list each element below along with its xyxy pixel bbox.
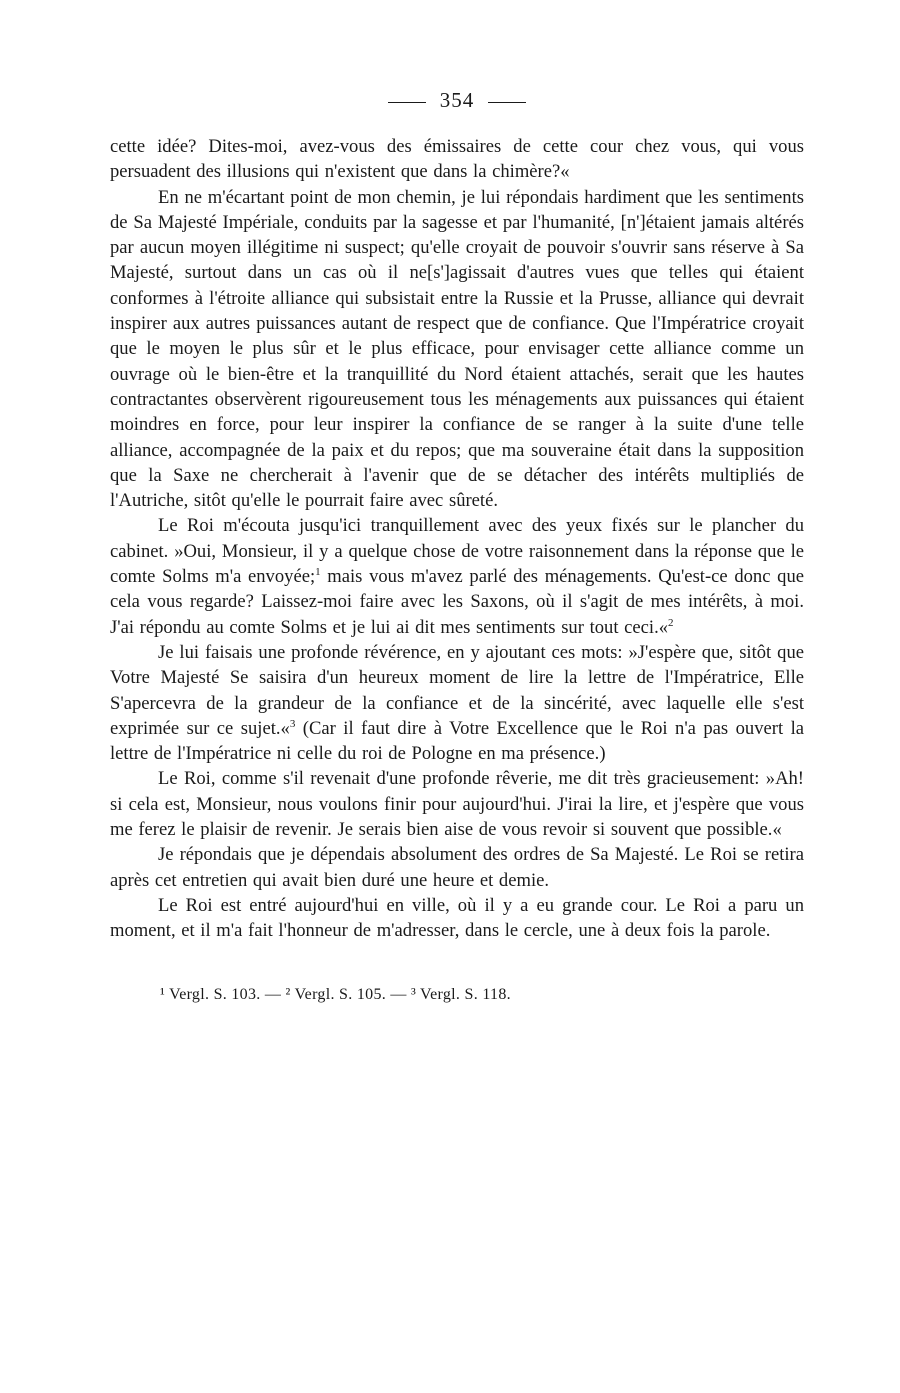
- header-dash-left: [388, 102, 426, 103]
- paragraph-7: Le Roi est entré aujourd'hui en ville, où il y a eu grande cour. Le Roi a paru un moment, et il m'a fait l'honneur de m'adresser, dans le cercle, une à deux fois la parole.: [110, 894, 804, 942]
- header-dash-right: [488, 102, 526, 103]
- body-text: [110, 134, 804, 944]
- paragraph-4: [110, 640, 804, 766]
- paragraph-3-text-b: mais vous m'avez parlé des ménagements. Qu'est-ce donc que cela vous regarde? Laissez-moi faire avec les Saxons, où il s'agit de mes intérêts, à moi. J'ai répondu au comte Solms et je lui ai dit mes sentiments sur tout ceci.«: [110, 566, 804, 638]
- book-page: [110, 82, 804, 1004]
- footnote-ref-1: 1: [315, 565, 321, 578]
- page-number: 354: [439, 88, 475, 112]
- page-header: [110, 82, 804, 134]
- paragraph-3: [110, 513, 804, 639]
- paragraph-2: En ne m'écartant point de mon chemin, je lui répondais hardiment que les sentiments de Sa Majesté Impériale, conduits par la sagesse et par l'humanité, [n']étaient jamais altérés par aucun moyen illégitime ni suspect; qu'elle croyait de pouvoir s'ouvrir sans réserve à Sa Majesté, surtout dans un cas où il ne[s']agissait d'autres vues que telles qui étaient conformes à l'étroite alliance qui subsistait entre la Russie et la Prusse, alliance qui devrait inspirer aux autres puissances autant de respect que de confiance. Que l'Impératrice croyait que le moyen le plus sûr et le plus efficace, pour envisager cette alliance comme un ouvrage où le bien-être et la tranquillité du Nord étaient attachés, serait que les hautes contractantes observèrent rigoureusement tous les ménagements aux puissances qui étaient moindres en force, pour leur inspirer la confiance de se ranger à la suite d'une telle alliance, accompagnée de la paix et du repos; que ma souveraine était dans la supposition que la Saxe ne chercherait à l'avenir que de se détacher des intérêts multipliés de l'Autriche, sitôt qu'elle le pourrait faire avec sûreté.: [110, 186, 804, 512]
- paragraph-3-text-a: Le Roi m'écouta jusqu'ici tranquillement avec des yeux fixés sur le plancher du cabinet. »Oui, Monsieur, il y a quelque chose de votre raisonnement dans la réponse que le comte Solms m'a envoyée;: [110, 515, 804, 588]
- footnote-ref-2: 2: [668, 616, 674, 629]
- paragraph-4-text-a: Je lui faisais une profonde révérence, en y ajoutant ces mots: »J'espère que, sitôt que Votre Majesté Se saisira d'un heureux moment de lire la lettre de l'Impératrice, Elle S'apercevra de la grandeur de la confiance et de la sincérité, avec laquelle elle s'est exprimée sur ce sujet.«: [110, 641, 804, 739]
- paragraph-6: Je répondais que je dépendais absolument des ordres de Sa Majesté. Le Roi se retira après cet entretien qui avait bien duré une heure et demie.: [110, 844, 804, 891]
- paragraph-1: cette idée? Dites-moi, avez-vous des émissaires de cette cour chez vous, qui vous persuadent des illusions qui n'existent que dans la chimère?«: [110, 136, 804, 183]
- footnote-ref-3: 3: [289, 717, 296, 730]
- paragraph-5: Le Roi, comme s'il revenait d'une profonde rêverie, me dit très gracieusement: »Ah! si cela est, Monsieur, nous voulons finir pour aujourd'hui. J'irai la lire, et j'espère que vous me ferez le plaisir de revenir. Je serais bien aise de vous revoir si souvent que possible.«: [110, 768, 804, 841]
- footnotes: ¹ Vergl. S. 103. — ² Vergl. S. 105. — ³ Vergl. S. 118.: [160, 985, 511, 1003]
- paragraph-4-text-b: (Car il faut dire à Votre Excellence que le Roi n'a pas ouvert la lettre de l'Impératrice ni celle du roi de Pologne en ma présence.): [110, 717, 804, 765]
